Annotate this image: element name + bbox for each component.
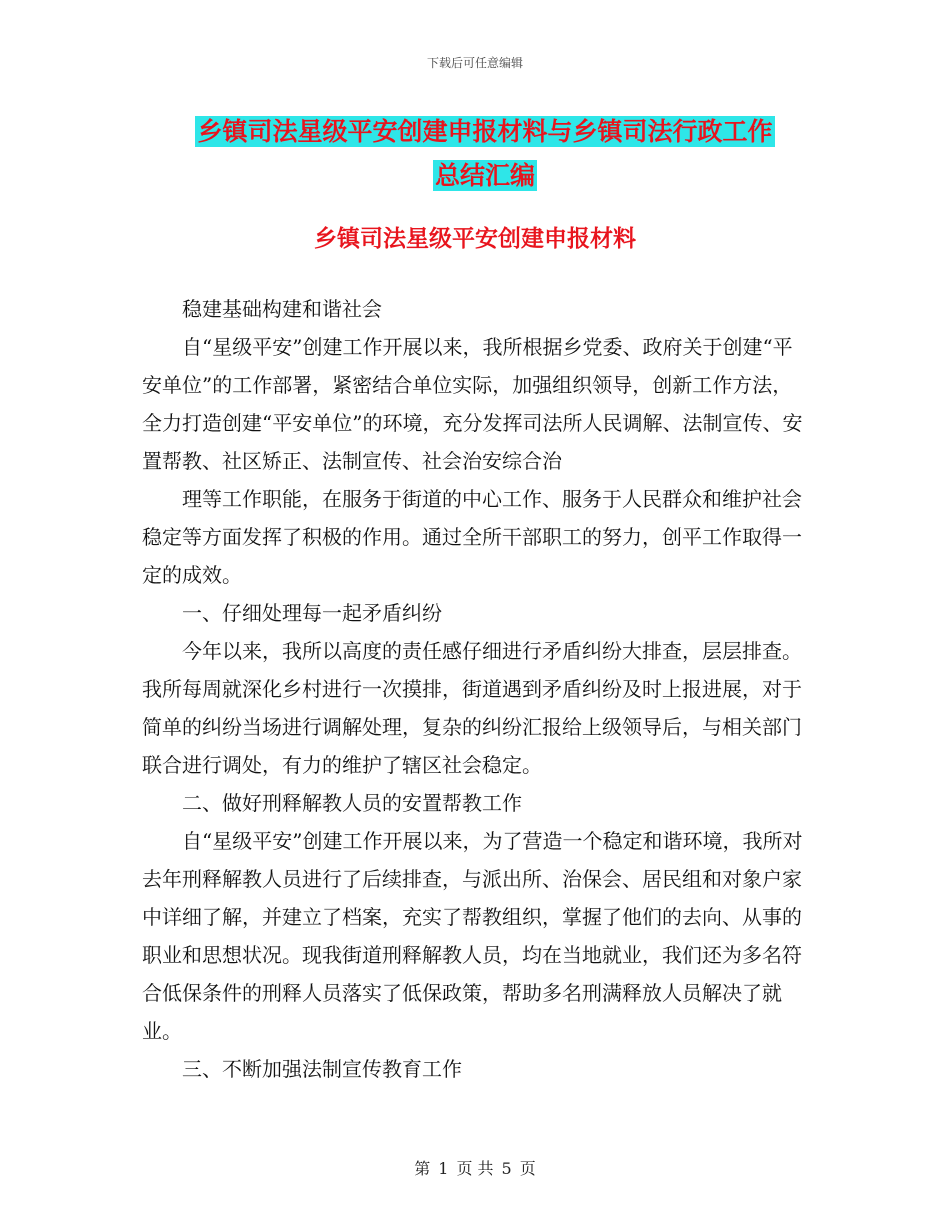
document-title-line-2: 总结汇编 <box>434 161 535 190</box>
footer-middle: 页 共 <box>456 1159 494 1178</box>
footer-page-number: 1 <box>438 1159 449 1178</box>
section-title: 乡镇司法星级平安创建申报材料 <box>314 226 636 252</box>
paragraph: 今年以来，我所以高度的责任感仔细进行矛盾纠纷大排查，层层排查。我所每周就深化乡村进行一次摸排，街道遇到矛盾纠纷及时上报进展，对于简单的纠纷当场进行调解处理，复杂的纠纷汇报给上级领导后，与相关部门联合进行调处，有力的维护了辖区社会稳定。 <box>142 639 802 777</box>
document-title <box>150 110 820 198</box>
footer-total-pages: 5 <box>501 1159 512 1178</box>
document-title-line-1: 乡镇司法星级平安创建申报材料与乡镇司法行政工作 <box>197 117 773 146</box>
header-note: 下载后可任意编辑 <box>426 56 523 70</box>
document-body <box>142 290 812 1088</box>
paragraph: 自“星级平安”创建工作开展以来，我所根据乡党委、政府关于创建“平安单位”的工作部署，紧密结合单位实际，加强组织领导，创新工作方法，全力打造创建“平安单位”的环境，充分发挥司法所人民调解、法制宣传、安置帮教、社区矫正、法制宣传、社会治安综合治 <box>142 335 803 473</box>
paragraph-heading: 二、做好刑释解教人员的安置帮教工作 <box>182 791 522 815</box>
page-footer <box>0 1156 950 1179</box>
footer-prefix: 第 <box>414 1159 431 1178</box>
paragraph-heading: 一、仔细处理每一起矛盾纠纷 <box>182 601 442 625</box>
paragraph-subtitle: 稳建基础构建和谐社会 <box>182 297 382 321</box>
footer-suffix: 页 <box>519 1159 536 1178</box>
paragraph: 理等工作职能，在服务于街道的中心工作、服务于人民群众和维护社会稳定等方面发挥了积极的作用。通过全所干部职工的努力，创平工作取得一定的成效。 <box>142 487 802 587</box>
paragraph: 自“星级平安”创建工作开展以来，为了营造一个稳定和谐环境，我所对去年刑释解教人员进行了后续排查，与派出所、治保会、居民组和对象户家中详细了解，并建立了档案，充实了帮教组织，掌握了他们的去向、从事的职业和思想状况。现我街道刑释解教人员，均在当地就业，我们还为多名符合低保条件的刑释人员落实了低保政策，帮助多名刑满释放人员解决了就业。 <box>142 829 803 1043</box>
paragraph-heading: 三、不断加强法制宣传教育工作 <box>182 1057 462 1081</box>
